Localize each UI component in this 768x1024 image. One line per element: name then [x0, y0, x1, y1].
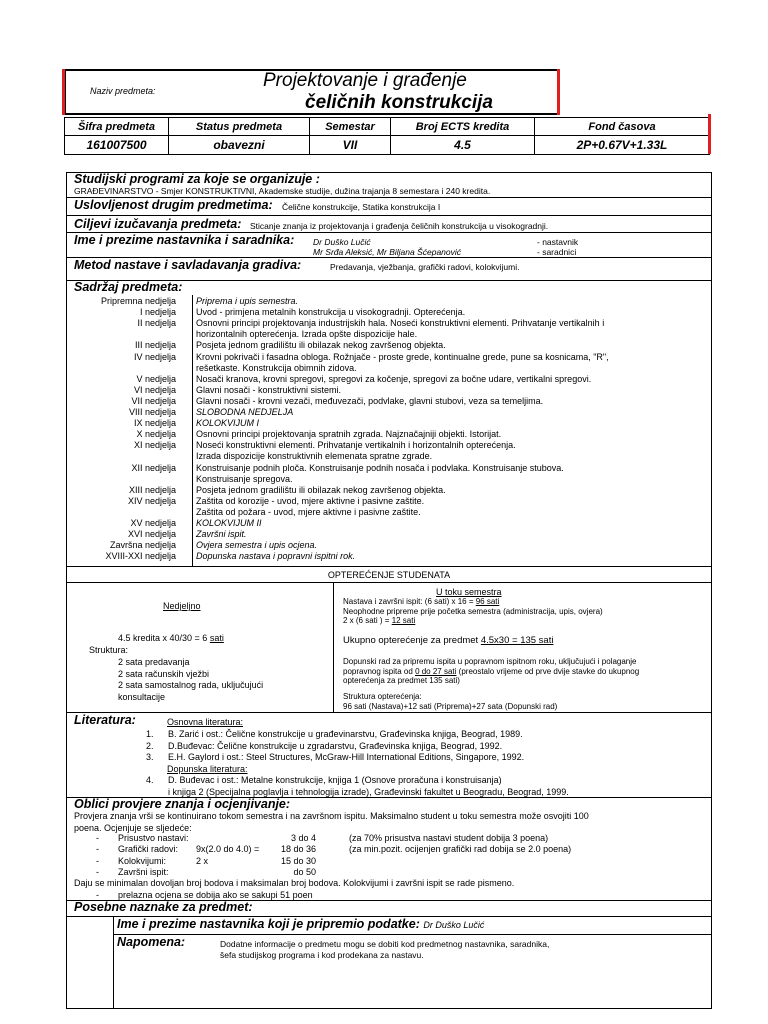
assessment-label: Kolokvijumi: [118, 855, 167, 866]
week-description: Nosači kranova, krovni spregovi, spregovi za kočenje, spregovi za bočne udare, vertikalni spregovi. [196, 373, 592, 384]
week-description: Osnovni principi projektovanja spratnih zgrada. Najznačajniji objekti. Istorijat. [196, 429, 502, 440]
value-semester: VII [310, 136, 391, 155]
semester-line-1: Nastava i završni ispit: (6 sati) x 16 = 96 sati [343, 597, 500, 606]
pass-bullet: - [96, 890, 99, 900]
red-border-left [62, 69, 65, 115]
week-description: Priprema i upis semestra. [196, 296, 299, 306]
method-text: Predavanja, vježbanja, grafički radovi, kolokvijumi. [330, 262, 520, 272]
week-description: Konstruisanje podnih ploča. Konstruisanje podnih nosača i podvlaka. Konstruisanje stubova. [196, 462, 564, 473]
week-label: XVIII-XXI nedjelja [105, 551, 176, 562]
week-description: Zaštita od korozije - uvod, mjere aktivne i pasivne zaštite. [196, 495, 425, 506]
programs-heading: Studijski programi za koje se organizuje : [74, 172, 320, 186]
extra-line-3: opterećenja za predmet 135 sati) [343, 676, 460, 685]
week-label: XIII nedjelja [128, 484, 176, 495]
teacher-name-2: Mr Srđa Aleksić, Mr Biljana Šćepanović [313, 247, 462, 257]
structure-item: konsultacije [118, 691, 166, 702]
divider [66, 712, 712, 713]
week-label: VIII nedjelja [128, 407, 176, 417]
assessment-bullet: - [96, 866, 99, 877]
structure-item: 2 sata predavanja [118, 657, 190, 667]
week-label: XIV nedjelja [127, 495, 176, 506]
red-border-table [708, 114, 711, 154]
course-title-line2: čeličnih konstrukcija [305, 92, 493, 113]
literature-item-cont: i knjiga 2 (Specijalna poglavlja i tehnologija izrade), Građevinski fakultet u Beogradu, Beograd, 1999. [168, 786, 569, 797]
literature-item: 4. D. Buđevac i ost.: Metalne konstrukcije, knjiga 1 (Osnove proračuna i konstruisanja) [146, 775, 502, 785]
divider [66, 566, 712, 567]
course-name-label: Naziv predmeta: [90, 86, 156, 96]
assessment-label: Prisustvo nastavi: [118, 833, 189, 843]
load-structure-text: 96 sati (Nastava)+12 sati (Priprema)+27 sata (Dopunski rad) [343, 701, 558, 711]
load-structure-label: Struktura opterećenja: [343, 692, 422, 701]
conditions-heading: Uslovljenost drugim predmetima: [74, 198, 273, 212]
week-label: III nedjelja [134, 340, 176, 351]
header-ects: Broj ECTS kredita [391, 118, 535, 136]
week-label: IX nedjelja [133, 418, 176, 429]
assessment-calc: 2 x [196, 855, 209, 866]
load-structure [343, 692, 557, 711]
assessment-bullet: - [96, 855, 99, 866]
literature-item: 2. D.Buđevac: Čelične konstrukcije u zgradarstvu, Građevinska knjiga, Beograd, 1992. [146, 740, 503, 751]
assessment-intro-line: Provjera znanja vrši se kontinuirano tokom semestra i na završnom ispitu. Maksimalno student u toku semestra može osvojiti 100 [74, 811, 589, 821]
week-description: Uvod - primjena metalnih konstrukcija u visokogradnji. Opterećenja. [196, 307, 466, 318]
week-label: XII nedjelja [131, 462, 176, 473]
week-label: XI nedjelja [133, 440, 176, 451]
assessment-label: Završni ispit: [118, 866, 169, 877]
pass-note: prelazna ocjena se dobija ako se sakupi 51 poen [118, 890, 313, 900]
semester-load-heading: U toku semestra [436, 587, 502, 597]
divider [113, 934, 712, 935]
assessment-points: 15 do 30 [280, 855, 316, 866]
value-ects: 4.5 [391, 136, 535, 155]
value-hours: 2P+0.67V+1.33L [535, 136, 710, 155]
week-description: Završni ispit. [196, 529, 247, 540]
divider [66, 215, 712, 216]
week-description: SLOBODNA NEDJELJA [196, 407, 294, 417]
extra-literature-label: Dopunska literatura: [167, 764, 248, 774]
goals-text: Sticanje znanja iz projektovanja i građenja čeličnih konstrukcija u visokogradnji. [250, 221, 549, 231]
teacher-name-1: Dr Duško Lučić [313, 237, 371, 247]
week-description: Glavni nosači - krovni vezači, međuvezači, podvlake, glavni stubovi, veza sa temeljima. [196, 395, 544, 406]
assessment-intro-line: poena. Ocjenjuje se sljedeće: [74, 822, 192, 833]
week-label: V nedjelja [136, 373, 176, 384]
teachers-heading: Ime i prezime nastavnika i saradnika: [74, 233, 295, 247]
content-heading: Sadržaj predmeta: [74, 280, 183, 294]
week-description: Krovni pokrivači i fasadna obloga. Rožnjače - proste grede, kontinualne grede, pune sa kosnicama, "R", [196, 351, 609, 362]
week-description: Noseći konstruktivni elementi. Prihvatanje vertikalnih i horizontalnih opterećenja. [196, 440, 516, 451]
week-description: Osnovni principi projektovanja industrijskih hala. Noseći konstruktivni elementi. Prihvatanje vertikalnih i [196, 318, 605, 329]
course-info-table [64, 117, 710, 155]
teacher-role-1: - nastavnik [537, 237, 579, 247]
value-code: 161007500 [65, 136, 169, 155]
note-heading: Napomena: [117, 935, 186, 949]
semester-line-3: 2 x (6 sati ) = 12 sati [343, 616, 416, 625]
structure-list [118, 657, 263, 703]
method-heading: Metod nastave i savladavanja gradiva: [74, 258, 302, 272]
week-description: Konstruisanje spregova. [196, 473, 293, 484]
week-label: XVI nedjelja [127, 529, 176, 540]
week-description: Dopunska nastava i popravni ispitni rok. [196, 551, 356, 562]
semester-load-details [343, 597, 603, 626]
credit-calculation: 4.5 kredita x 40/30 = 6 sati [118, 633, 224, 643]
teacher-role-2: - saradnici [537, 247, 577, 257]
assessment-points: do 50 [293, 866, 316, 877]
header-code: Šifra predmeta [65, 118, 169, 136]
value-status: obavezni [169, 136, 310, 155]
week-description: KOLOKVIJUM II [196, 518, 262, 528]
note-line: šefa studijskog programa i kod prodekana za nastavu. [220, 949, 424, 960]
note-left-border [113, 934, 114, 1009]
week-description: rešetkaste. Konstrukcija obimnih zidova. [196, 362, 357, 373]
basic-literature-label: Osnovna literatura: [167, 717, 244, 727]
basic-literature-list [146, 729, 524, 764]
week-description: KOLOKVIJUM I [196, 418, 260, 429]
author-heading: Ime i prezime nastavnika koji je pripremio podatke: Dr Duško Lučić [117, 917, 485, 931]
goals-heading: Ciljevi izučavanja predmeta: [74, 217, 242, 231]
weekly-load-heading: Nedjeljno [163, 601, 201, 611]
conditions-text: Čelične konstrukcije, Statika konstrukcija I [282, 202, 441, 212]
assessment-bullet: - [96, 844, 99, 855]
header-hours: Fond časova [535, 118, 710, 136]
week-label: Pripremna nedjelja [100, 296, 176, 306]
assessment-outro: Daju se minimalan dovoljan broj bodova i maksimalan broj bodova. Kolokvijumi i završni ispit se rade pismeno. [74, 878, 515, 888]
extra-line-2: popravnog ispita od 0 do 27 sati (preostalo vrijeme od prve dvije stavke do ukupnog [343, 666, 640, 676]
extra-literature-list [146, 775, 569, 798]
week-label: I nedjelja [139, 307, 176, 318]
assessment-label: Grafički radovi: [118, 844, 179, 855]
author-name: Dr Duško Lučić [423, 920, 485, 930]
week-description: Zaštita od požara - uvod, mjere aktivne i pasivne zaštite. [196, 506, 421, 517]
red-border-right [557, 69, 560, 115]
week-description: horizontalnih opterećenja. Izrada opšte dispozicije hale. [196, 329, 418, 340]
semester-line-2: Neophodne pripreme prije početka semestra (administracija, upis, ovjera) [343, 606, 603, 616]
week-label: X nedjelja [136, 429, 176, 440]
assessment-points: 3 do 4 [290, 833, 316, 843]
assessment-points: 18 do 36 [280, 844, 316, 855]
structure-label: Struktura: [89, 645, 129, 655]
assessment-calc: 9x(2.0 do 4.0) = [196, 844, 260, 855]
total-load: Ukupno opterećenje za predmet 4.5x30 = 135 sati [343, 635, 554, 646]
assessment-heading: Oblici provjere znanja i ocjenjivanje: [74, 797, 291, 811]
week-label: XV nedjelja [130, 518, 176, 528]
column-divider [192, 295, 193, 566]
literature-heading: Literatura: [74, 713, 136, 727]
assessment-bullet: - [96, 833, 99, 843]
header-status: Status predmeta [169, 118, 310, 136]
assessment-intro [74, 811, 589, 834]
extra-work-details [343, 657, 639, 686]
load-heading: OPTEREĆENJE STUDENATA [327, 570, 451, 580]
week-description: Ovjera semestra i upis ocjena. [196, 540, 318, 551]
week-label: VI nedjelja [133, 384, 176, 395]
literature-item: 1. B. Zarić i ost.: Čelične konstrukcije u građevinarstvu, Građevinska knjiga, Beograd, 1989. [146, 729, 523, 739]
week-description: Posjeta jednom gradilištu ili obilazak nekog završenog objekta. [196, 484, 446, 495]
assessment-note: (za min.pozit. ocijenjen grafički rad dobija se 2.0 poena) [349, 844, 572, 855]
load-column-divider [333, 582, 334, 712]
structure-item: 2 sata računskih vježbi [118, 668, 210, 679]
week-label: II nedjelja [137, 318, 176, 329]
header-semester: Semestar [310, 118, 391, 136]
note-line: Dodatne informacije o predmetu mogu se dobiti kod predmetnog nastavnika, saradnika, [220, 939, 550, 949]
week-description: Posjeta jednom gradilištu ili obilazak nekog završenog objekta. [196, 340, 446, 351]
divider [66, 582, 712, 583]
week-label: VII nedjelja [131, 395, 176, 406]
literature-item: 3. E.H. Gaylord i ost.: Steel Structures, McGraw-Hill International Editions, Singapore, 1992. [146, 752, 525, 762]
note-text [220, 939, 549, 960]
extra-line-1: Dopunski rad za pripremu ispita u popravnom ispitnom roku, uključujući i polaganje [343, 657, 637, 666]
week-description: Izrada dispozicije konstruktivnih elemenata spratne zgrade. [196, 451, 433, 462]
week-label: Završna nedjelja [109, 540, 176, 551]
course-title-line1: Projektovanje i građenje [263, 70, 467, 91]
week-description: Glavni nosači - konstruktivni sistemi. [196, 384, 342, 395]
programs-text: GRAĐEVINARSTVO - Smjer KONSTRUKTIVNI, Akademske studije, dužina trajanja 8 semestara i 240 kredita. [74, 186, 491, 196]
structure-item: 2 sata samostalnog rada, uključujući [118, 680, 264, 690]
assessment-note: (za 70% prisustva nastavi student dobija 3 poena) [349, 833, 549, 843]
special-heading: Posebne naznake za predmet: [74, 900, 253, 914]
week-label: IV nedjelja [133, 351, 176, 362]
